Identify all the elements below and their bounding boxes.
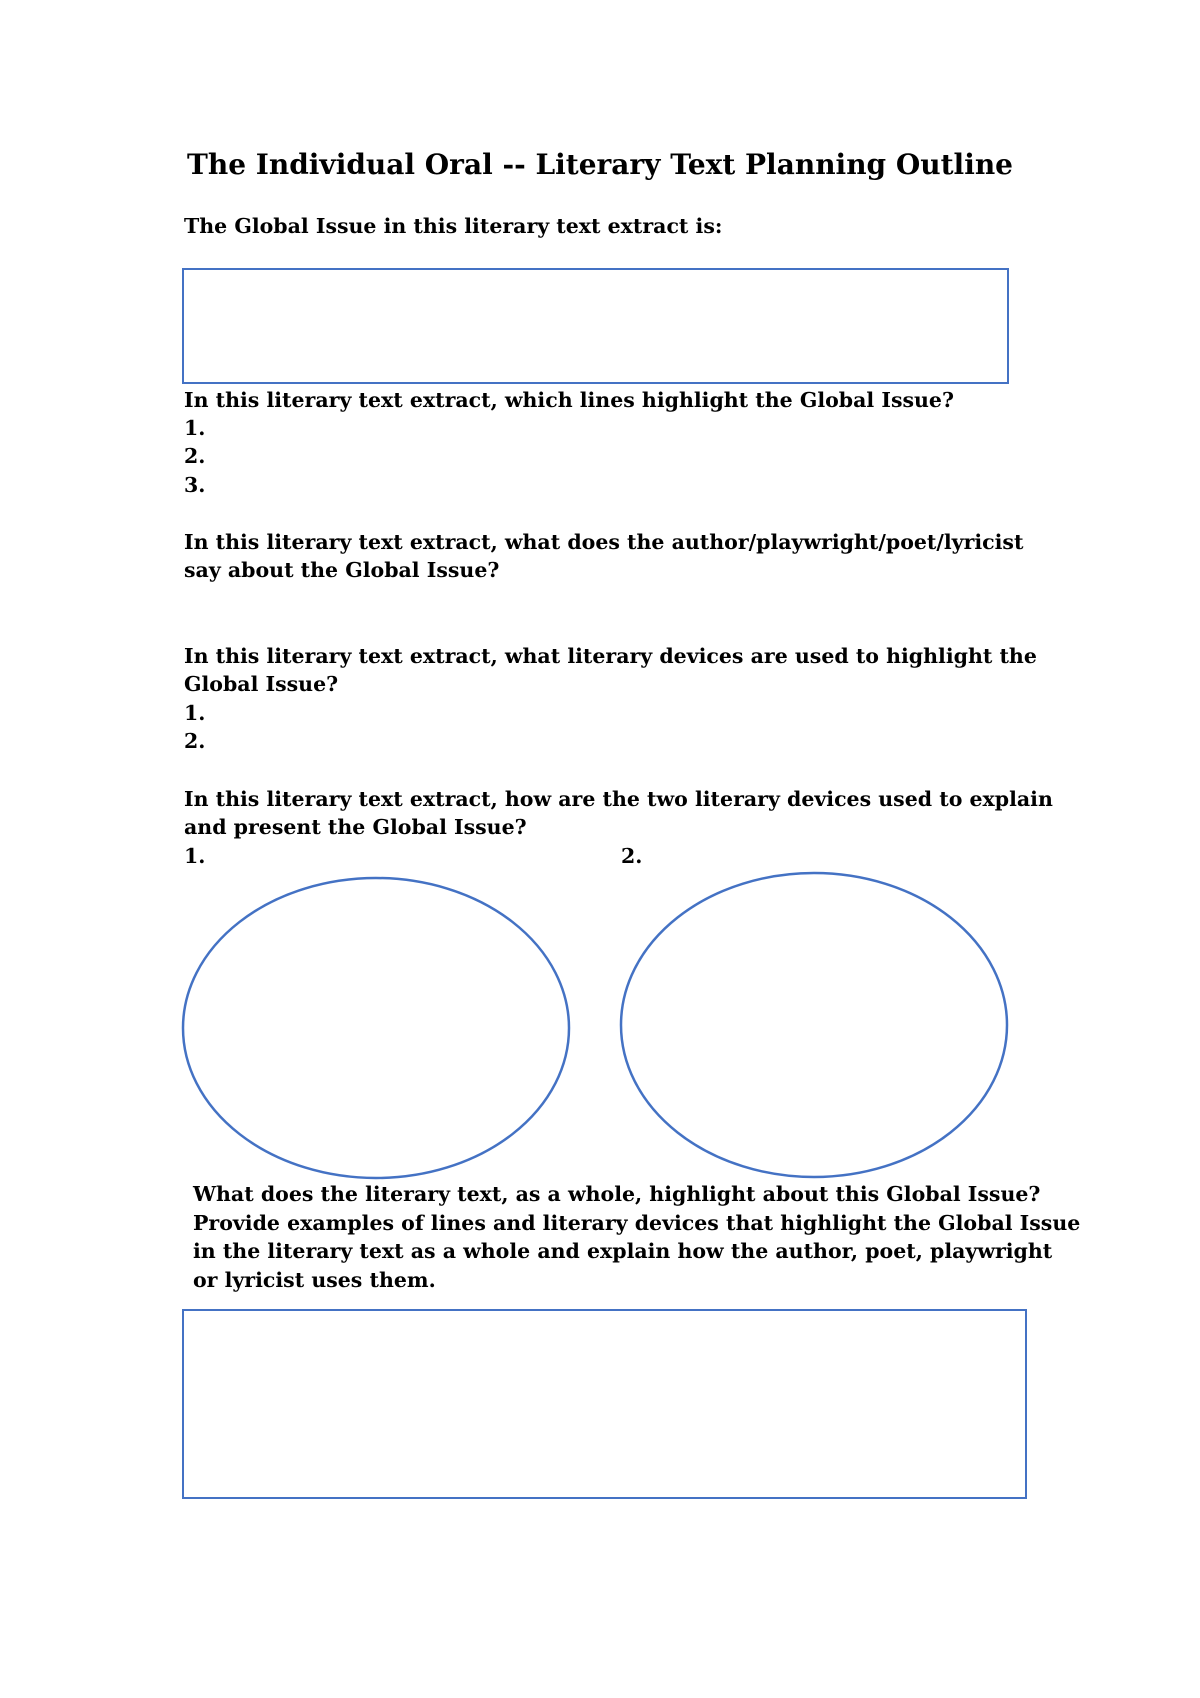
lines-item-3: 3. (184, 473, 206, 497)
devices-item-1: 1. (184, 701, 206, 725)
page-title: The Individual Oral -- Literary Text Planning Outline (187, 148, 1013, 181)
question-devices-line-1: In this literary text extract, what literary devices are used to highlight the (184, 644, 1037, 668)
lines-item-1: 1. (184, 416, 206, 440)
question-how-line-1: In this literary text extract, how are the two literary devices used to explain (184, 787, 1053, 811)
question-whole-line-1: What does the literary text, as a whole, highlight about this Global Issue? (193, 1182, 1041, 1206)
oval-label-2: 2. (621, 844, 643, 868)
whole-text-answer-box[interactable] (182, 1309, 1027, 1499)
device-2-oval[interactable] (621, 873, 1007, 1177)
question-how-line-2: and present the Global Issue? (184, 815, 527, 839)
oval-label-1: 1. (184, 844, 206, 868)
question-global-issue: The Global Issue in this literary text extract is: (184, 214, 723, 238)
question-author-line-1: In this literary text extract, what does the author/playwright/poet/lyricist (184, 530, 1024, 554)
devices-item-2: 2. (184, 729, 206, 753)
device-1-oval[interactable] (183, 878, 569, 1178)
question-author-line-2: say about the Global Issue? (184, 558, 500, 582)
question-lines: In this literary text extract, which lines highlight the Global Issue? (184, 388, 954, 412)
question-devices-line-2: Global Issue? (184, 672, 339, 696)
question-whole-line-2: Provide examples of lines and literary devices that highlight the Global Issue (193, 1211, 1081, 1235)
question-whole-line-4: or lyricist uses them. (193, 1268, 436, 1292)
lines-item-2: 2. (184, 444, 206, 468)
question-whole-line-3: in the literary text as a whole and explain how the author, poet, playwright (193, 1239, 1053, 1263)
